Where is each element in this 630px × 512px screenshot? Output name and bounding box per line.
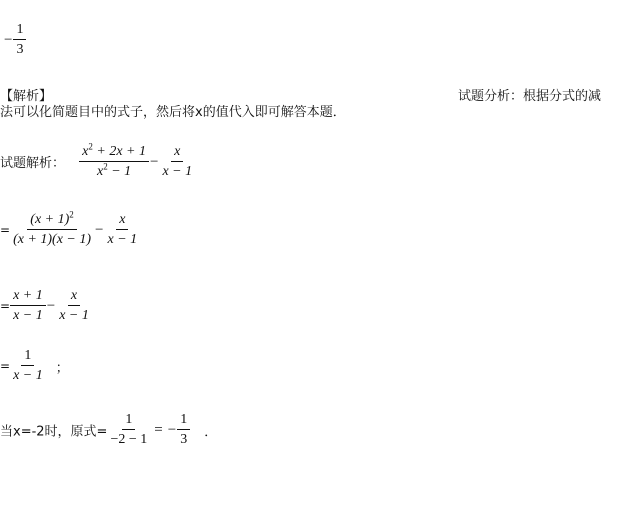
- solution-step-3: = $\frac{x + 1}{x - 1}$ − $\frac{x}{x - 1}$: [0, 288, 92, 324]
- answer-expression: [3, 22, 26, 58]
- solution-step-2: = $\frac{(x + 1)^2}{(x + 1)(x - 1)}$ − $\frac{x}{x - 1}$: [0, 212, 140, 248]
- analysis-line1: [458, 85, 601, 104]
- step2-fraction-2: $\frac{x}{x - 1}$: [107, 212, 138, 247]
- step1-fraction-1: $\frac{x^2 + 2x + 1}{x^2 - 1}$: [79, 144, 149, 180]
- step2-minus: −: [95, 221, 104, 238]
- solution-step-1: [0, 141, 195, 180]
- answer-numerator: 1: [13, 22, 26, 40]
- step1-minus: −: [149, 153, 159, 170]
- step3-fraction-2: $\frac{x}{x - 1}$: [59, 288, 89, 323]
- final-prefix: 当x=-2时，原式=: [0, 424, 108, 440]
- analysis-text-part1: 根据分式的减: [523, 89, 602, 104]
- step3-minus: −: [46, 297, 56, 314]
- step2-fraction-1: $\frac{(x + 1)^2}{(x + 1)(x - 1)}$: [13, 209, 92, 247]
- final-fraction-2: $\frac{1}{3}$: [177, 412, 190, 448]
- analysis-text-part2: 法可以化简题目中的式子，然后将x的值代入即可解答本题．: [0, 105, 346, 120]
- analysis-label: 试题分析：: [458, 89, 524, 104]
- step4-semicolon: ；: [55, 360, 69, 376]
- answer-fraction: [13, 22, 26, 58]
- step1-fraction-2: $\frac{x}{x - 1}$: [162, 144, 193, 179]
- solution-label: 试题解析：: [0, 156, 66, 172]
- final-period: ．: [204, 424, 218, 440]
- step4-fraction: $\frac{1}{x - 1}$: [13, 348, 43, 383]
- solution-final: 当x=-2时，原式= $\frac{1}{-2 - 1}$ = − $\frac{1}{3}$ ．: [0, 412, 218, 447]
- step3-fraction-1: $\frac{x + 1}{x - 1}$: [10, 288, 46, 324]
- answer-sign: −: [4, 31, 13, 48]
- analysis-tag: 【解析】: [0, 89, 53, 104]
- solution-step-4: = $\frac{1}{x - 1}$ ；: [0, 348, 69, 383]
- answer-denominator: 3: [16, 42, 24, 57]
- final-fraction-1: $\frac{1}{-2 - 1}$: [110, 412, 148, 447]
